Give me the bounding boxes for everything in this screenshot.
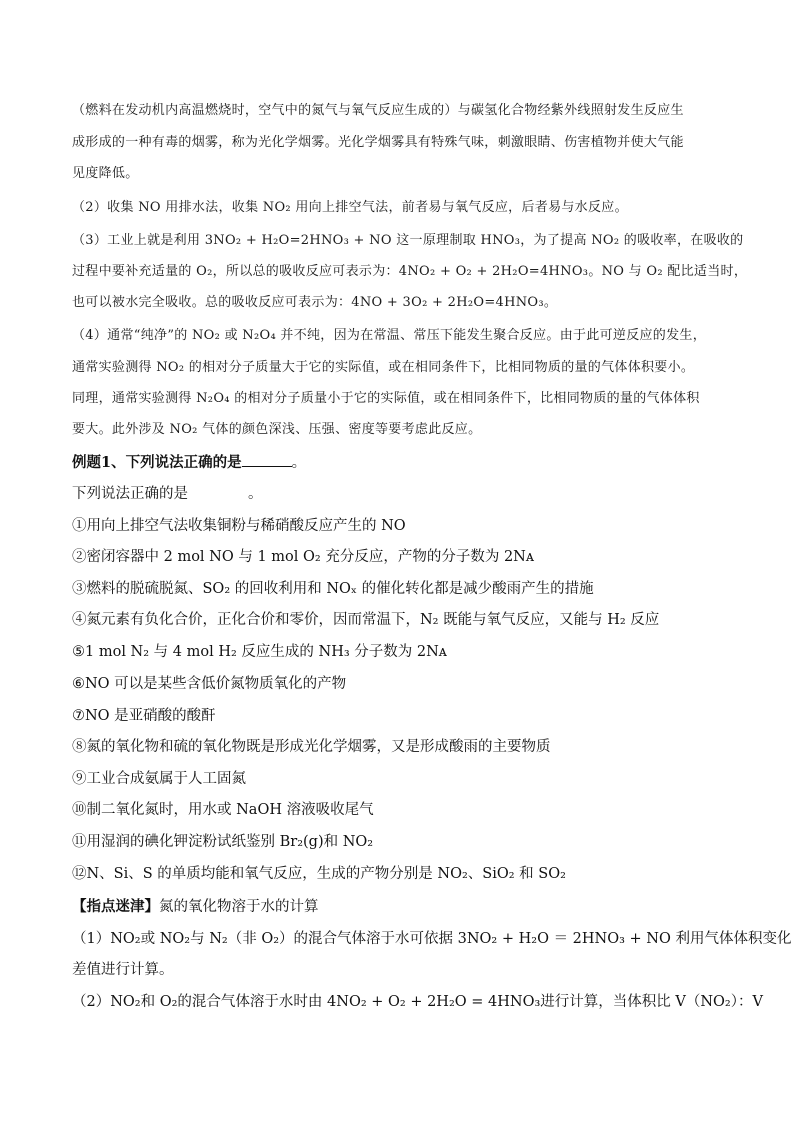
tips-heading-rest: 氮的氧化物溶于水的计算 bbox=[159, 899, 319, 915]
tips-line-3: （2）NO₂和 O₂的混合气体溶于水时由 4NO₂ + O₂ + 2H₂O = 4HNO₃进行计算，当体积比 V（NO₂）：V bbox=[72, 994, 763, 1010]
example-title-end: 。 bbox=[291, 455, 307, 471]
answer-blank[interactable] bbox=[242, 452, 292, 467]
option-9: ⑨工业合成氨属于人工固氮 bbox=[72, 771, 246, 787]
note-3-line-3: 也可以被水完全吸收。总的吸收反应可表示为：4NO + 3O₂ + 2H₂O=4HNO₃。 bbox=[72, 295, 558, 310]
note-4-line-4: 要大。此外涉及 NO₂ 气体的颜色深浅、压强、密度等要考虑此反应。 bbox=[72, 422, 482, 437]
note-4-line-3: 同理，通常实验测得 N₂O₄ 的相对分子质量小于它的实际值，或在相同条件下，比相同物质的量的气体体积 bbox=[72, 391, 700, 406]
example-stem-end: 。 bbox=[248, 486, 263, 502]
option-8: ⑧氮的氧化物和硫的氧化物既是形成光化学烟雾，又是形成酸雨的主要物质 bbox=[72, 739, 551, 755]
option-12: ⑫N、Si、S 的单质均能和氧气反应，生成的产物分别是 NO₂、SiO₂ 和 SO₂ bbox=[72, 866, 566, 882]
tips-heading-label: 【指点迷津】 bbox=[72, 898, 159, 915]
tips-line-1: （1）NO₂或 NO₂与 N₂（非 O₂）的混合气体溶于水可依据 3NO₂ + H₂O ＝ 2HNO₃ + NO 利用气体体积变化 bbox=[72, 931, 792, 947]
tips-line-2: 差值进行计算。 bbox=[72, 962, 174, 978]
option-2: ②密闭容器中 2 mol NO 与 1 mol O₂ 充分反应，产物的分子数为 2Nᴀ bbox=[72, 549, 535, 565]
option-3: ③燃料的脱硫脱氮、SO₂ 的回收利用和 NOₓ 的催化转化都是减少酸雨产生的措施 bbox=[72, 581, 594, 597]
intro-line-1: （燃料在发动机内高温燃烧时，空气中的氮气与氧气反应生成的）与碳氢化合物经紫外线照射发生反应生 bbox=[72, 103, 684, 118]
note-2-line-1: （2）收集 NO 用排水法，收集 NO₂ 用向上排空气法，前者易与氧气反应，后者易与水反应。 bbox=[72, 200, 628, 215]
option-7: ⑦NO 是亚硝酸的酸酐 bbox=[72, 708, 216, 724]
intro-line-3: 见度降低。 bbox=[72, 166, 139, 181]
example-stem-text: 下列说法正确的是 bbox=[72, 486, 188, 502]
note-4-line-1: （4）通常“纯净”的 NO₂ 或 N₂O₄ 并不纯，因为在常温、常压下能发生聚合反应。由于此可逆反应的发生， bbox=[72, 328, 706, 343]
option-4: ④氮元素有负化合价，正化合价和零价，因而常温下，N₂ 既能与氧气反应，又能与 H₂ 反应 bbox=[72, 612, 660, 628]
note-3-line-2: 过程中要补充适量的 O₂，所以总的吸收反应可表示为：4NO₂ + O₂ + 2H₂O=4HNO₃。NO 与 O₂ 配比适当时， bbox=[72, 264, 748, 279]
example-title-text: 例题1、下列说法正确的是 bbox=[72, 454, 242, 471]
example-title bbox=[72, 452, 306, 473]
example-stem bbox=[72, 484, 263, 504]
option-11: ⑪用湿润的碘化钾淀粉试纸鉴别 Br₂(g)和 NO₂ bbox=[72, 834, 374, 850]
option-5: ⑤1 mol N₂ 与 4 mol H₂ 反应生成的 NH₃ 分子数为 2Nᴀ bbox=[72, 644, 447, 660]
option-6: ⑥NO 可以是某些含低价氮物质氧化的产物 bbox=[72, 676, 347, 692]
option-1: ①用向上排空气法收集铜粉与稀硝酸反应产生的 NO bbox=[72, 518, 406, 534]
note-3-line-1: （3）工业上就是利用 3NO₂ + H₂O=2HNO₃ + NO 这一原理制取 HNO₃，为了提高 NO₂ 的吸收率，在吸收的 bbox=[72, 233, 744, 248]
option-10: ⑩制二氧化氮时，用水或 NaOH 溶液吸收尾气 bbox=[72, 802, 374, 818]
tips-heading bbox=[72, 897, 319, 917]
intro-line-2: 成形成的一种有毒的烟雾，称为光化学烟雾。光化学烟雾具有特殊气味，刺激眼睛、伤害植物并使大气能 bbox=[72, 135, 684, 150]
note-4-line-2: 通常实验测得 NO₂ 的相对分子质量大于它的实际值，或在相同条件下，比相同物质的量的气体体积要小。 bbox=[72, 360, 695, 375]
